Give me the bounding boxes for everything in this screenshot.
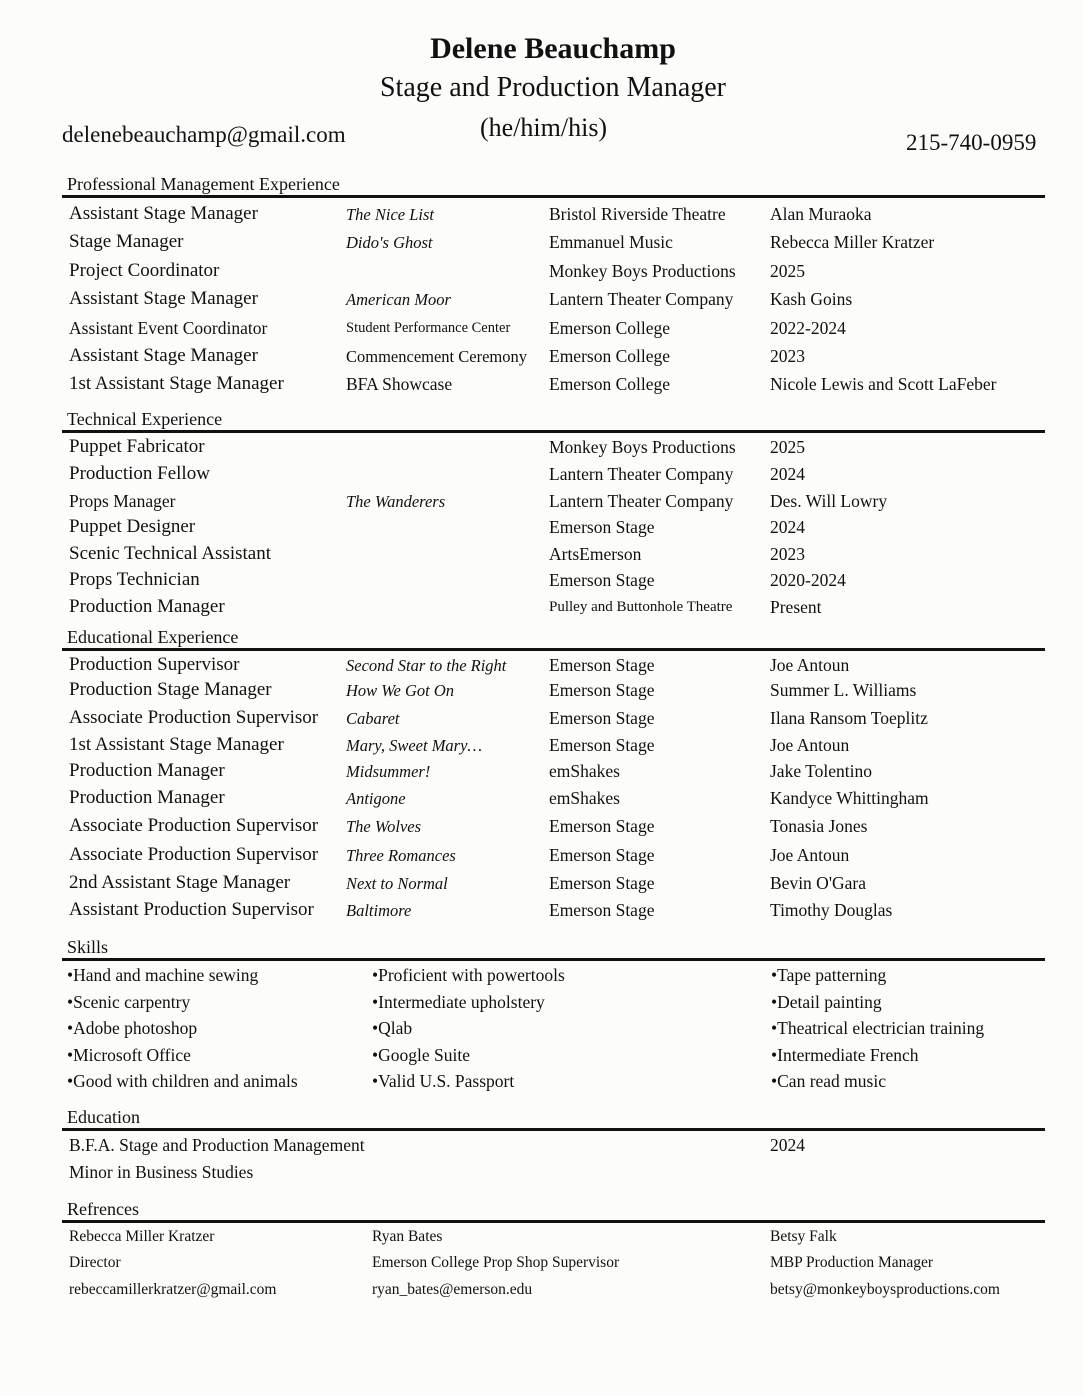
reference-name: Ryan Bates xyxy=(372,1228,443,1245)
company-cell: emShakes xyxy=(549,761,620,781)
table-row xyxy=(0,516,1083,543)
skill-item: •Google Suite xyxy=(372,1045,470,1065)
detail-cell: 2023 xyxy=(770,346,805,366)
company-cell: Lantern Theater Company xyxy=(549,464,734,484)
role-cell: 1st Assistant Stage Manager xyxy=(69,373,284,394)
table-row xyxy=(0,815,1083,842)
production-cell: The Wolves xyxy=(346,817,422,836)
role-cell: Assistant Production Supervisor xyxy=(69,899,314,920)
phone-number: 215-740-0959 xyxy=(906,130,1037,155)
production-cell: Next to Normal xyxy=(346,874,448,893)
degree: B.F.A. Stage and Production Management xyxy=(69,1135,365,1155)
graduation-year: 2024 xyxy=(770,1135,805,1155)
role-cell: Associate Production Supervisor xyxy=(69,707,319,728)
table-row xyxy=(0,787,1083,814)
table-row xyxy=(0,760,1083,787)
role-cell: Production Manager xyxy=(69,760,225,781)
company-cell: Pulley and Buttonhole Theatre xyxy=(549,599,733,615)
role-cell: Props Manager xyxy=(69,491,176,511)
skill-item: •Hand and machine sewing xyxy=(67,965,259,985)
section-heading-educational: Educational Experience xyxy=(67,627,239,647)
role-cell: Puppet Fabricator xyxy=(69,436,205,457)
role-cell: Associate Production Supervisor xyxy=(69,815,319,836)
role-cell: Production Manager xyxy=(69,596,225,617)
company-cell: Emerson Stage xyxy=(549,680,655,700)
company-cell: Emerson Stage xyxy=(549,655,655,675)
table-row xyxy=(0,872,1083,899)
table-row xyxy=(0,317,1083,344)
company-cell: Lantern Theater Company xyxy=(549,491,734,511)
reference-contact: ryan_bates@emerson.edu xyxy=(372,1281,533,1298)
detail-cell: 2025 xyxy=(770,437,805,457)
production-cell: Cabaret xyxy=(346,709,400,728)
skill-item: •Theatrical electrician training xyxy=(771,1018,985,1038)
table-row xyxy=(0,203,1083,230)
table-row xyxy=(0,231,1083,258)
role-cell: Production Stage Manager xyxy=(69,679,272,700)
role-cell: Props Technician xyxy=(69,569,200,590)
production-cell: Commencement Ceremony xyxy=(346,347,527,366)
skill-item: •Qlab xyxy=(372,1018,413,1038)
section-divider xyxy=(62,648,1045,651)
company-cell: ArtsEmerson xyxy=(549,544,642,564)
skill-item: •Adobe photoshop xyxy=(67,1018,198,1038)
reference-role: Emerson College Prop Shop Supervisor xyxy=(372,1254,620,1271)
role-cell: Stage Manager xyxy=(69,231,184,252)
production-cell: Baltimore xyxy=(346,901,412,920)
reference-role: Director xyxy=(69,1254,121,1271)
detail-cell: 2024 xyxy=(770,464,805,484)
production-cell: The Wanderers xyxy=(346,492,446,511)
section-divider xyxy=(62,1220,1045,1223)
detail-cell: Joe Antoun xyxy=(770,735,850,755)
detail-cell: Joe Antoun xyxy=(770,845,850,865)
role-cell: Puppet Designer xyxy=(69,516,196,537)
table-row xyxy=(0,569,1083,596)
production-cell: Midsummer! xyxy=(346,762,431,781)
section-divider xyxy=(62,195,1045,198)
section-heading-education: Education xyxy=(67,1107,140,1127)
skill-item: •Intermediate upholstery xyxy=(372,992,545,1012)
detail-cell: Ilana Ransom Toeplitz xyxy=(770,708,928,728)
detail-cell: Jake Tolentino xyxy=(770,761,872,781)
resume-title: Stage and Production Manager xyxy=(379,72,727,103)
skill-item: •Good with children and animals xyxy=(67,1071,298,1091)
detail-cell: Rebecca Miller Kratzer xyxy=(770,232,935,252)
section-heading-skills: Skills xyxy=(67,937,109,957)
company-cell: Emerson Stage xyxy=(549,708,655,728)
table-row xyxy=(0,345,1083,372)
table-row xyxy=(0,436,1083,463)
detail-cell: Kash Goins xyxy=(770,289,853,309)
detail-cell: Nicole Lewis and Scott LaFeber xyxy=(770,374,997,394)
skill-item: •Proficient with powertools xyxy=(372,965,565,985)
detail-cell: 2025 xyxy=(770,261,805,281)
production-cell: Dido's Ghost xyxy=(346,233,433,252)
detail-cell: Timothy Douglas xyxy=(770,900,893,920)
company-cell: Emmanuel Music xyxy=(549,232,673,252)
reference-role: MBP Production Manager xyxy=(770,1254,934,1271)
section-heading-technical: Technical Experience xyxy=(67,409,223,429)
detail-cell: Des. Will Lowry xyxy=(770,491,888,511)
table-row xyxy=(0,844,1083,871)
company-cell: Bristol Riverside Theatre xyxy=(549,204,726,224)
table-row xyxy=(0,463,1083,490)
section-heading-references: Refrences xyxy=(67,1199,139,1219)
company-cell: Emerson Stage xyxy=(549,816,655,836)
production-cell: The Nice List xyxy=(346,205,435,224)
production-cell: Second Star to the Right xyxy=(346,656,507,675)
skill-item: •Can read music xyxy=(771,1071,886,1091)
skill-item: •Microsoft Office xyxy=(67,1045,191,1065)
company-cell: Emerson Stage xyxy=(549,570,655,590)
reference-contact: betsy@monkeyboysproductions.com xyxy=(770,1281,1000,1298)
production-cell: BFA Showcase xyxy=(346,374,453,394)
table-row xyxy=(0,899,1083,926)
detail-cell: Present xyxy=(770,597,822,617)
table-row xyxy=(0,288,1083,315)
production-cell: American Moor xyxy=(346,290,451,309)
role-cell: Scenic Technical Assistant xyxy=(69,543,271,564)
company-cell: Emerson Stage xyxy=(549,900,655,920)
role-cell: Associate Production Supervisor xyxy=(69,844,319,865)
detail-cell: 2024 xyxy=(770,517,805,537)
detail-cell: Bevin O'Gara xyxy=(770,873,866,893)
role-cell: Assistant Stage Manager xyxy=(69,203,258,224)
detail-cell: 2023 xyxy=(770,544,805,564)
production-cell: How We Got On xyxy=(346,681,455,700)
table-row xyxy=(0,543,1083,570)
table-row xyxy=(0,679,1083,706)
reference-name: Betsy Falk xyxy=(770,1228,837,1245)
company-cell: Emerson Stage xyxy=(549,845,655,865)
reference-name: Rebecca Miller Kratzer xyxy=(69,1228,215,1245)
company-cell: Emerson College xyxy=(549,318,671,338)
production-cell: Three Romances xyxy=(346,846,456,865)
table-row xyxy=(0,707,1083,734)
role-cell: Assistant Stage Manager xyxy=(69,345,258,366)
role-cell: Assistant Event Coordinator xyxy=(69,318,268,338)
minor: Minor in Business Studies xyxy=(69,1162,254,1182)
role-cell: 1st Assistant Stage Manager xyxy=(69,734,284,755)
section-divider xyxy=(62,958,1045,961)
table-row xyxy=(0,373,1083,400)
skill-item: •Tape patterning xyxy=(771,965,887,985)
production-cell: Mary, Sweet Mary… xyxy=(346,736,483,755)
company-cell: Emerson Stage xyxy=(549,735,655,755)
detail-cell: 2020-2024 xyxy=(770,570,846,590)
table-row xyxy=(0,260,1083,287)
detail-cell: Tonasia Jones xyxy=(770,816,868,836)
pronouns: (he/him/his) xyxy=(480,113,608,142)
company-cell: Emerson College xyxy=(549,346,671,366)
detail-cell: 2022-2024 xyxy=(770,318,846,338)
skill-item: •Detail painting xyxy=(771,992,882,1012)
table-row xyxy=(0,734,1083,761)
detail-cell: Kandyce Whittingham xyxy=(770,788,929,808)
company-cell: Lantern Theater Company xyxy=(549,289,734,309)
email-address: delenebeauchamp@gmail.com xyxy=(62,122,346,147)
skill-item: •Valid U.S. Passport xyxy=(372,1071,515,1091)
resume-name: Delene Beauchamp xyxy=(430,32,676,65)
table-row xyxy=(0,654,1083,681)
detail-cell: Alan Muraoka xyxy=(770,204,872,224)
role-cell: 2nd Assistant Stage Manager xyxy=(69,872,291,893)
detail-cell: Summer L. Williams xyxy=(770,680,917,700)
section-heading-professional: Professional Management Experience xyxy=(67,174,340,194)
company-cell: emShakes xyxy=(549,788,620,808)
table-row xyxy=(0,490,1083,517)
section-divider xyxy=(62,1128,1045,1131)
role-cell: Production Supervisor xyxy=(69,654,240,675)
company-cell: Emerson Stage xyxy=(549,873,655,893)
company-cell: Monkey Boys Productions xyxy=(549,437,736,457)
role-cell: Project Coordinator xyxy=(69,260,220,281)
role-cell: Production Manager xyxy=(69,787,225,808)
production-cell: Antigone xyxy=(346,789,406,808)
company-cell: Monkey Boys Productions xyxy=(549,261,736,281)
role-cell: Assistant Stage Manager xyxy=(69,288,258,309)
skill-item: •Scenic carpentry xyxy=(67,992,191,1012)
production-cell: Student Performance Center xyxy=(346,320,511,336)
company-cell: Emerson College xyxy=(549,374,671,394)
reference-contact: rebeccamillerkratzer@gmail.com xyxy=(69,1281,277,1298)
company-cell: Emerson Stage xyxy=(549,517,655,537)
table-row xyxy=(0,596,1083,623)
detail-cell: Joe Antoun xyxy=(770,655,850,675)
section-divider xyxy=(62,430,1045,433)
role-cell: Production Fellow xyxy=(69,463,210,484)
skill-item: •Intermediate French xyxy=(771,1045,919,1065)
